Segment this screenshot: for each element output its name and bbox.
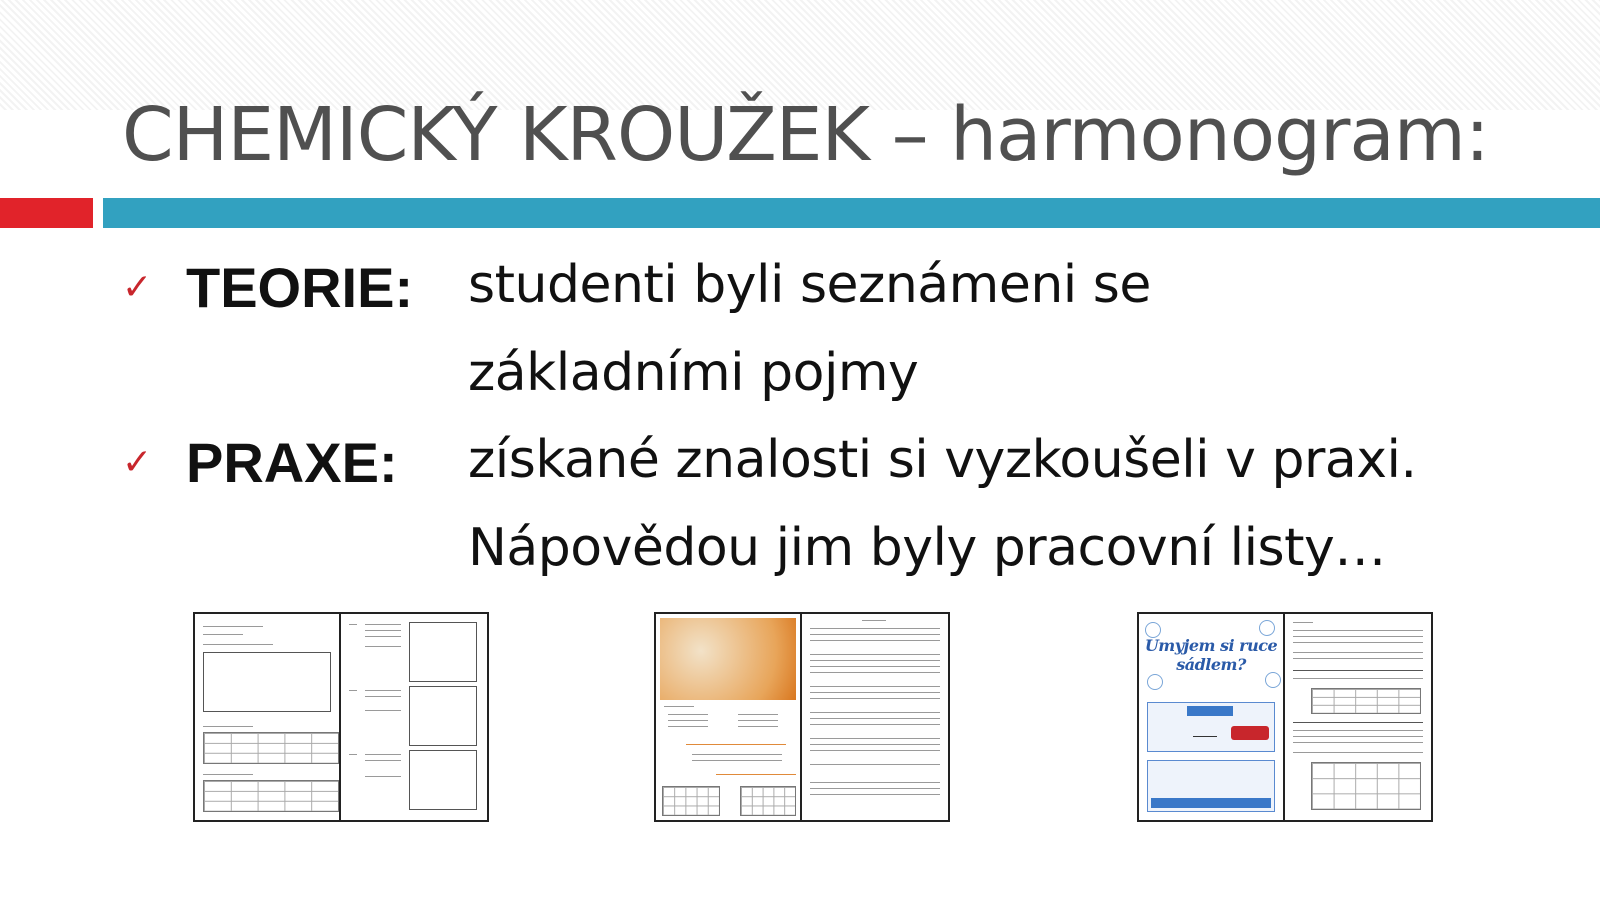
accent-bar-red xyxy=(0,198,93,228)
worksheet-thumbnail-1 xyxy=(193,612,489,822)
worksheet-thumbnail-2 xyxy=(654,612,950,822)
checkmark-icon: ✓ xyxy=(122,267,153,308)
worksheet-cover-image xyxy=(660,618,796,700)
worksheet-page-left xyxy=(656,614,802,820)
worksheet-page-right xyxy=(1285,614,1431,820)
worksheet-page-left xyxy=(195,614,341,820)
bullet-text-line-2: Nápovědou jim byly pracovní listy… xyxy=(468,518,1386,578)
bullet-item-praxe-continued xyxy=(0,508,1600,598)
bullet-item-teorie xyxy=(0,245,1600,335)
worksheet-thumbnail-3 xyxy=(1137,612,1433,822)
worksheet-page-right xyxy=(341,614,487,820)
bullet-item-teorie-continued xyxy=(0,333,1600,423)
bullet-text-line-1: studenti byli seznámeni se xyxy=(468,255,1151,315)
bullet-label: PRAXE: xyxy=(186,431,398,494)
bullet-label: TEORIE: xyxy=(186,256,414,319)
accent-bar-teal xyxy=(103,198,1600,228)
bullet-item-praxe xyxy=(0,420,1600,510)
worksheet-page-right xyxy=(802,614,948,820)
bullet-text-line-2: základními pojmy xyxy=(468,343,919,403)
checkmark-icon: ✓ xyxy=(122,442,153,483)
slide-title: CHEMICKÝ KROUŽEK – harmonogram: xyxy=(122,92,1489,178)
bullet-text-line-1: získané znalosti si vyzkoušeli v praxi. xyxy=(468,430,1417,490)
worksheet-cover-image: Umyjem si ruce sádlem? xyxy=(1144,636,1278,674)
worksheet-page-left xyxy=(1139,614,1285,820)
